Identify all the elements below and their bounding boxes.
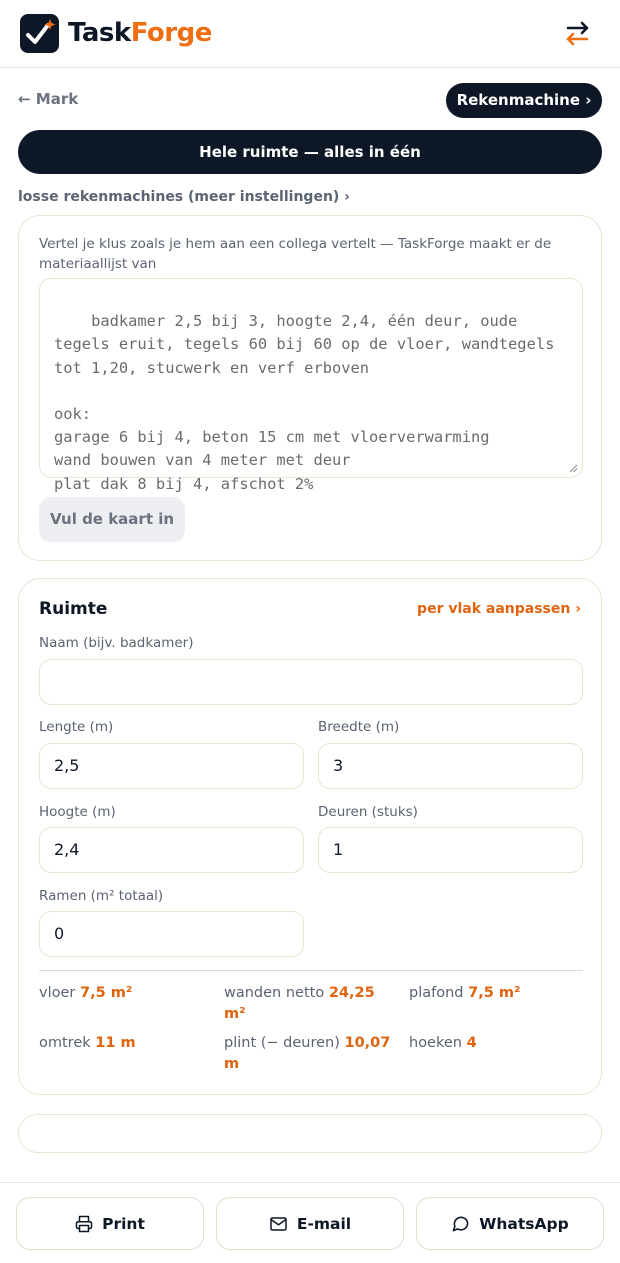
skirting-stat [224, 1033, 399, 1075]
printer-icon [75, 1215, 93, 1233]
print-button[interactable] [16, 1197, 204, 1250]
room-title: Ruimte [39, 599, 108, 619]
corners-stat [409, 1033, 584, 1054]
whatsapp-label: WhatsApp [479, 1214, 569, 1233]
corners-stat-value: 4 [466, 1035, 477, 1051]
share-bar [0, 1182, 620, 1263]
email-label: E-mail [296, 1214, 352, 1233]
walls-stat-label: wanden netto [224, 985, 325, 1001]
collapsed-card[interactable] [18, 1114, 602, 1153]
name-field[interactable] [39, 659, 583, 705]
floor-stat-value: 7,5 m² [79, 985, 133, 1001]
width-field[interactable]: 3 [318, 743, 583, 789]
whole-room-button[interactable]: Hele ruimte — alles in één [18, 130, 602, 174]
whatsapp-button[interactable] [416, 1197, 604, 1250]
ceiling-stat-value: 7,5 m² [468, 985, 521, 1001]
adjust-per-surface-link[interactable]: per vlak aanpassen › [417, 601, 581, 617]
back-link[interactable]: ← Mark [18, 90, 79, 108]
length-label: Lengte (m) [39, 719, 114, 735]
resize-grip-icon[interactable] [569, 464, 578, 473]
brand-name-part1: Task [68, 18, 131, 48]
print-label: Print [102, 1214, 145, 1233]
floor-stat [39, 983, 214, 1004]
windows-label: Ramen (m² totaal) [39, 888, 164, 904]
height-label: Hoogte (m) [39, 804, 116, 820]
calculator-button[interactable]: Rekenmachine › [446, 83, 602, 118]
skirting-stat-value: 10,07 m [224, 1035, 391, 1072]
job-description-text: badkamer 2,5 bij 3, hoogte 2,4, één deur, oude tegels eruit, tegels 60 bij 60 op de vloer, wandtegels tot 1,20, stucwerk en verf erboven ook: garage 6 bij 4, beton 15 cm met vloerverwarming wand bouwen van 4 meter met deur plat dak 8 bij 4, afschot 2% [54, 312, 555, 493]
check-with-spark-icon[interactable] [20, 14, 59, 53]
doors-field[interactable]: 1 [318, 827, 583, 873]
corners-stat-label: hoeken [409, 1035, 462, 1051]
perimeter-stat-value: 11 m [95, 1035, 136, 1051]
mail-icon [269, 1215, 288, 1233]
stats-divider [39, 970, 583, 971]
description-hint: Vertel je klus zoals je hem aan een collega vertelt — TaskForge maakt er de materiaallijst van [39, 236, 552, 272]
loose-calculators-link[interactable]: losse rekenmachines (meer instellingen) › [18, 189, 350, 205]
ceiling-stat [409, 983, 584, 1004]
perimeter-stat-label: omtrek [39, 1035, 91, 1051]
brand-name[interactable] [68, 16, 212, 50]
name-label: Naam (bijv. badkamer) [39, 635, 194, 651]
walls-stat [224, 983, 399, 1025]
length-field[interactable]: 2,5 [39, 743, 304, 789]
top-bar [0, 0, 620, 68]
perimeter-stat [39, 1033, 214, 1054]
chat-bubble-icon [451, 1214, 470, 1233]
brand-name-part2: Forge [130, 18, 212, 48]
swap-arrows-icon[interactable] [560, 18, 594, 50]
job-description-card [18, 215, 602, 561]
doors-label: Deuren (stuks) [318, 804, 418, 820]
width-label: Breedte (m) [318, 719, 400, 735]
room-card [18, 578, 602, 1095]
skirting-stat-label: plint (− deuren) [224, 1035, 340, 1051]
walls-stat-value: 24,25 m² [224, 985, 375, 1022]
ceiling-stat-label: plafond [409, 985, 464, 1001]
floor-stat-label: vloer [39, 985, 76, 1001]
email-button[interactable] [216, 1197, 404, 1250]
height-field[interactable]: 2,4 [39, 827, 304, 873]
windows-field[interactable]: 0 [39, 911, 304, 957]
fill-card-button[interactable]: Vul de kaart in [39, 497, 185, 542]
job-description-textarea[interactable] [39, 278, 583, 493]
